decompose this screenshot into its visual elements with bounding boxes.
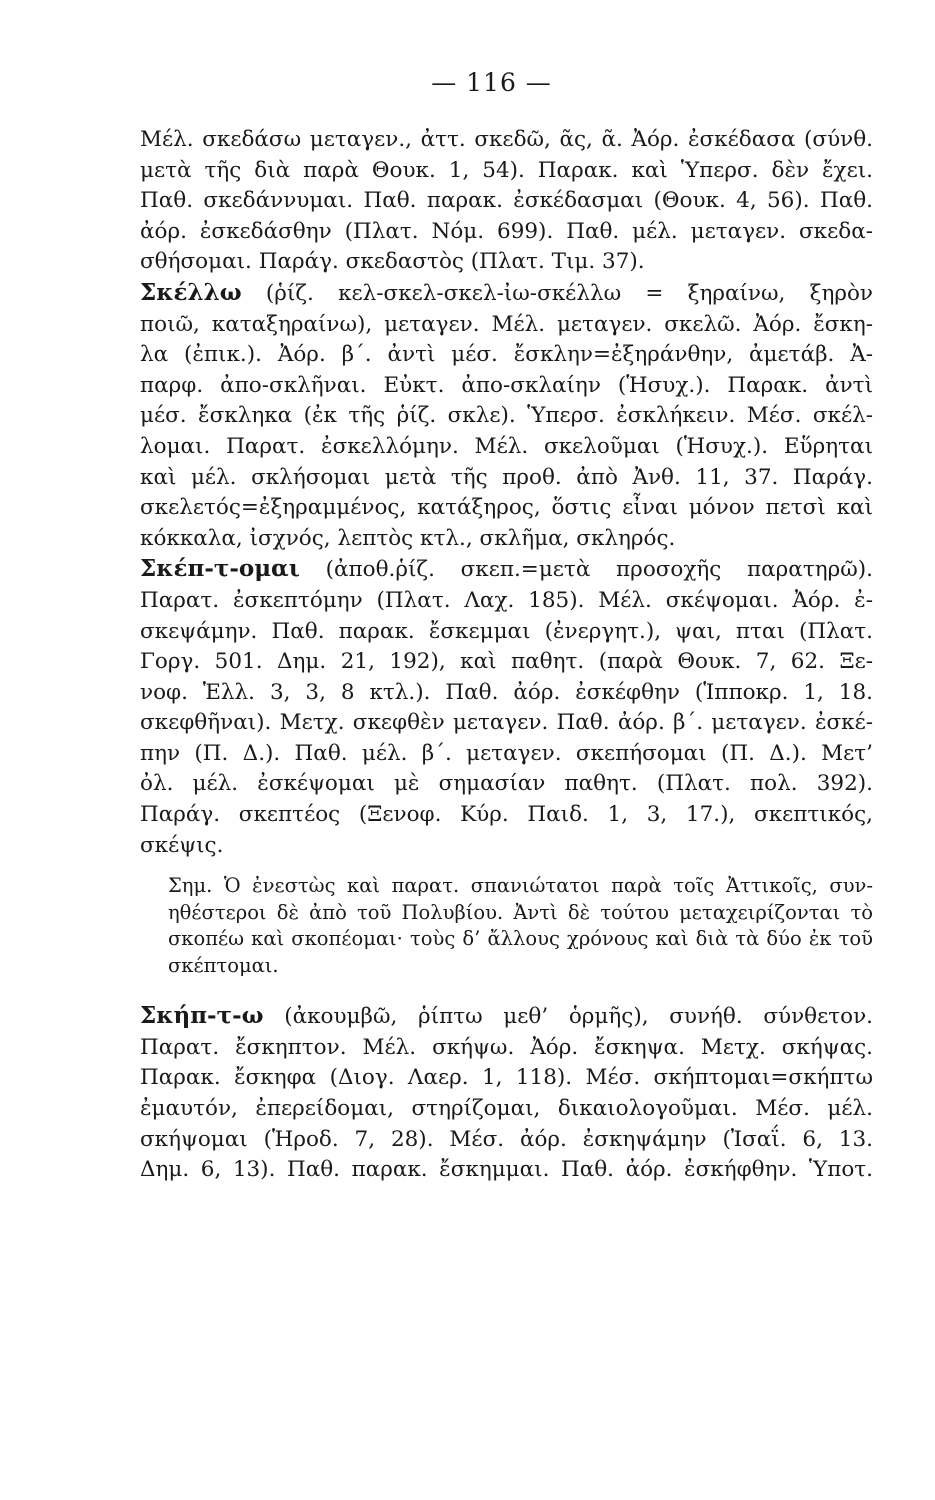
- text-line: νοφ. Ἑλλ. 3, 3, 8 κτλ.). Παθ. ἀόρ. ἐσκέφθην (Ἱπποκρ. 1, 18.: [140, 679, 873, 705]
- text-line: σκέψις.: [140, 832, 224, 858]
- note-line: ηθέστεροι δὲ ἀπὸ τοῦ Πολυβίου. Ἀντὶ δὲ τούτου μεταχειρίζονται τὸ: [168, 900, 873, 924]
- text-line: ἐμαυτόν, ἐπερείδομαι, στηρίζομαι, δικαιολογοῦμαι. Μέσ. μέλ.: [140, 1096, 873, 1122]
- text-line: Παθ. σκεδάννυμαι. Παθ. παρακ. ἐσκέδασμαι (Θουκ. 4, 56). Παθ.: [140, 188, 873, 214]
- text-line: ὀλ. μέλ. ἐσκέψομαι μὲ σημασίαν παθητ. (Πλατ. πολ. 392).: [140, 771, 873, 797]
- text-line: λα (ἐπικ.). Ἀόρ. β΄. ἀντὶ μέσ. ἔσκλην=ἐξηράνθην, ἀμετάβ. Ἀ-: [140, 342, 873, 368]
- note-line: σκοπέω καὶ σκοπέομαι· τοὺς δ’ ἄλλους χρόνους καὶ διὰ τὰ δύο ἐκ τοῦ: [168, 927, 873, 951]
- text-line: σκεψάμην. Παθ. παρακ. ἔσκεμμαι (ἐνεργητ.), ψαι, πται (Πλατ.: [140, 618, 873, 644]
- text-line: σκελετός=ἐξηραμμένος, κατάξηρος, ὅστις εἶναι μόνον πετσὶ καὶ: [140, 495, 873, 521]
- usage-note: [140, 873, 873, 979]
- entry-skedannymi-continuation: [140, 125, 873, 278]
- headword: Σκέπ-τ-ομαι: [140, 555, 300, 583]
- headword: Σκήπ-τ-ω: [140, 1002, 264, 1030]
- headword-gloss: (ἀκουμβῶ, ῥίπτω μεθ’ ὁρμῆς), συνήθ. σύνθετον.: [263, 1004, 873, 1030]
- text-line: Παρατ. ἐσκεπτόμην (Πλατ. Λαχ. 185). Μέλ. σκέψομαι. Ἀόρ. ἐ-: [140, 587, 873, 613]
- text-line: ἀόρ. ἐσκεδάσθην (Πλατ. Νόμ. 699). Παθ. μέλ. μεταγεν. σκεδα-: [140, 218, 873, 244]
- text-line: σκεφθῆναι). Μετχ. σκεφθὲν μεταγεν. Παθ. ἀόρ. β΄. μεταγεν. ἐσκέ-: [140, 710, 873, 736]
- entry-skello: [140, 278, 873, 554]
- text-line: σκήψομαι (Ἡροδ. 7, 28). Μέσ. ἀόρ. ἐσκηψάμην (Ἰσαΐ. 6, 13.: [140, 1126, 873, 1152]
- text-line: μετὰ τῆς διὰ παρὰ Θουκ. 1, 54). Παρακ. καὶ Ὑπερσ. δὲν ἔχει.: [140, 157, 873, 183]
- headword-gloss: (ῥίζ. κελ-σκελ-σκελ-ἰω-σκέλλω = ξηραίνω, ξηρὸν: [241, 280, 873, 306]
- text-line: κόκκαλα, ἰσχνός, λεπτὸς κτλ., σκλῆμα, σκληρός.: [140, 525, 676, 551]
- text-line: [140, 1001, 873, 1033]
- entry-skepto: [140, 1001, 873, 1186]
- text-line: Μέλ. σκεδάσω μεταγεν., ἀττ. σκεδῶ, ᾶς, ᾶ. Ἀόρ. ἐσκέδασα (σύνθ.: [140, 127, 873, 152]
- text-line: σθήσομαι. Παράγ. σκεδαστὸς (Πλατ. Τιμ. 37).: [140, 249, 645, 275]
- text-line: Γοργ. 501. Δημ. 21, 192), καὶ παθητ. (παρὰ Θουκ. 7, 62. Ξε-: [140, 649, 873, 675]
- note-line: Σημ. Ὁ ἐνεστὼς καὶ παρατ. σπανιώτατοι παρὰ τοῖς Ἀττικοῖς, συν-: [168, 874, 873, 898]
- text-line: Παρακ. ἔσκηφα (Διογ. Λαερ. 1, 118). Μέσ. σκήπτομαι=σκήπτω: [140, 1065, 873, 1091]
- headword: Σκέλλω: [140, 278, 242, 306]
- text-line: καὶ μέλ. σκλήσομαι μετὰ τῆς προθ. ἀπὸ Ἀνθ. 11, 37. Παράγ.: [140, 464, 873, 490]
- text-line: μέσ. ἔσκληκα (ἐκ τῆς ῥίζ. σκλε). Ὑπερσ. ἐσκλήκειν. Μέσ. σκέλ-: [140, 403, 873, 429]
- text-line: [140, 278, 873, 310]
- headword-gloss: (ἀποθ.ῥίζ. σκεπ.=μετὰ προσοχῆς παρατηρῶ).: [299, 557, 873, 583]
- entry-skeptomai: [140, 554, 873, 861]
- text-line: Παρατ. ἔσκηπτον. Μέλ. σκήψω. Ἀόρ. ἔσκηψα. Μετχ. σκήψας.: [140, 1034, 873, 1060]
- note-line: σκέπτομαι.: [168, 953, 279, 977]
- text-line: ποιῶ, καταξηραίνω), μεταγεν. Μέλ. μεταγεν. σκελῶ. Ἀόρ. ἔσκη-: [140, 311, 873, 337]
- text-line: παρφ. ἀπο-σκλῆναι. Εὐκτ. ἀπο-σκλαίην (Ἡσυχ.). Παρακ. ἀντὶ: [140, 372, 873, 398]
- page-number: — 116 —: [431, 68, 552, 97]
- text-line: πην (Π. Δ.). Παθ. μέλ. β΄. μεταγεν. σκεπήσομαι (Π. Δ.). Μετ’: [140, 740, 873, 766]
- text-line: Παράγ. σκεπτέος (Ξενοφ. Κύρ. Παιδ. 1, 3, 17.), σκεπτικός,: [140, 802, 873, 828]
- text-line: λομαι. Παρατ. ἐσκελλόμην. Μέλ. σκελοῦμαι (Ἡσυχ.). Εὕρηται: [140, 433, 873, 459]
- text-line: Δημ. 6, 13). Παθ. παρακ. ἔσκημμαι. Παθ. ἀόρ. ἐσκήφθην. Ὑποτ.: [140, 1157, 873, 1183]
- text-line: [140, 554, 873, 586]
